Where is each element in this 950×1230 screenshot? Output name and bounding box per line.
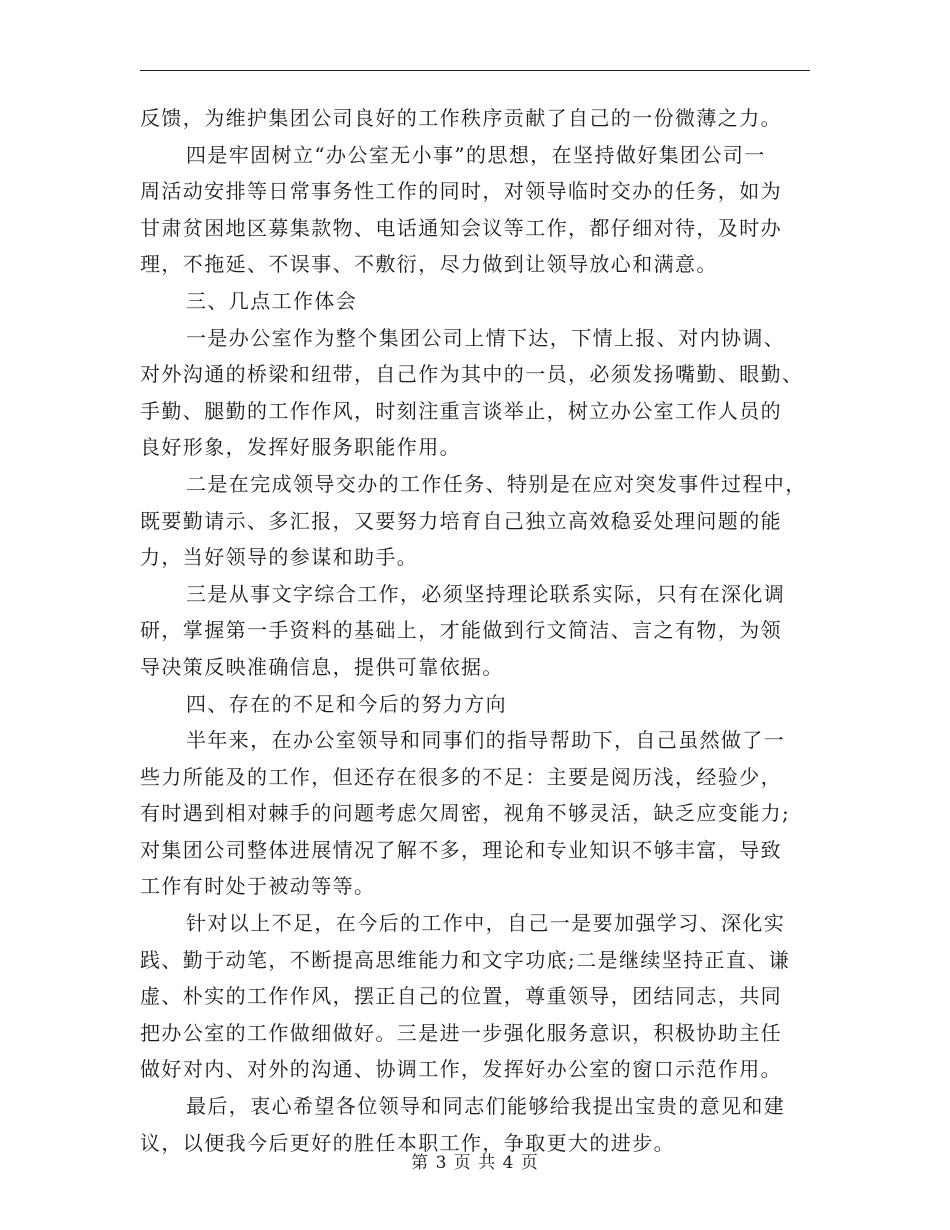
text-line: 研，掌握第一手资料的基础上，才能做到行文简洁、言之有物，为领 [140,618,782,643]
header-rule [140,70,810,71]
text-line: 一是办公室作为整个集团公司上情下达，下情上报、对内协调、 [186,325,786,350]
text-line: 最后，衷心希望各位领导和同志们能够给我提出宝贵的意见和建 [186,1094,786,1119]
page-number-footer: 第 3 页 共 4 页 [411,1153,539,1173]
text-line: 针对以上不足，在今后的工作中，自己一是要加强学习、深化实 [186,911,786,936]
text-line: 良好形象，发挥好服务职能作用。 [140,435,461,460]
text-line: 有时遇到相对棘手的问题考虑欠周密，视角不够灵活，缺乏应变能力; [140,801,791,826]
text-line: 把办公室的工作做细做好。三是进一步强化服务意识，积极协助主任 [140,1020,782,1045]
text-line: 力，当好领导的参谋和助手。 [140,545,419,570]
text-line: 些力所能及的工作，但还存在很多的不足：主要是阅历浅，经验少， [140,764,782,789]
text-line: 周活动安排等日常事务性工作的同时，对领导临时交办的任务，如为 [140,179,782,204]
text-line: 导决策反映准确信息，提供可靠依据。 [140,654,504,679]
document-body [140,100,810,1161]
text-line: 既要勤请示、多汇报，又要努力培育自己独立高效稳妥处理问题的能 [140,508,782,533]
text-line: 做好对内、对外的沟通、协调工作，发挥好办公室的窗口示范作用。 [140,1057,782,1082]
text-line: 三是从事文字综合工作，必须坚持理论联系实际，只有在深化调 [186,581,786,606]
text-line: 二是在完成领导交办的工作任务、特别是在应对突发事件过程中， [186,471,807,496]
text-line: 四是牢固树立“办公室无小事”的思想，在坚持做好集团公司一 [186,142,766,167]
text-line: 虚、朴实的工作作风，摆正自己的位置，尊重领导，团结同志，共同 [140,984,782,1009]
text-line: 对集团公司整体进展情况了解不多，理论和专业知识不够丰富，导致 [140,837,782,862]
text-line: 议，以便我今后更好的胜任本职工作，争取更大的进步。 [140,1130,675,1155]
text-line: 甘肃贫困地区募集款物、电话通知会议等工作，都仔细对待，及时办 [140,215,782,240]
text-line: 反馈，为维护集团公司良好的工作秩序贡献了自己的一份微薄之力。 [140,106,782,130]
section-heading: 三、几点工作体会 [186,288,358,313]
text-line: 手勤、腿勤的工作作风，时刻注重言谈举止，树立办公室工作人员的 [140,398,782,423]
text-line: 理，不拖延、不误事、不敷衍，尽力做到让领导放心和满意。 [140,252,718,277]
text-line: 半年来，在办公室领导和同事们的指导帮助下，自己虽然做了一 [186,728,786,753]
text-line: 工作有时处于被动等等。 [140,874,376,899]
text-line: 对外沟通的桥梁和纽带，自己作为其中的一员，必须发扬嘴勤、眼勤、 [140,362,804,387]
section-heading: 四、存在的不足和今后的努力方向 [186,691,507,716]
text-line: 践、勤于动笔，不断提高思维能力和文字功底;二是继续坚持正直、谦 [140,947,791,972]
